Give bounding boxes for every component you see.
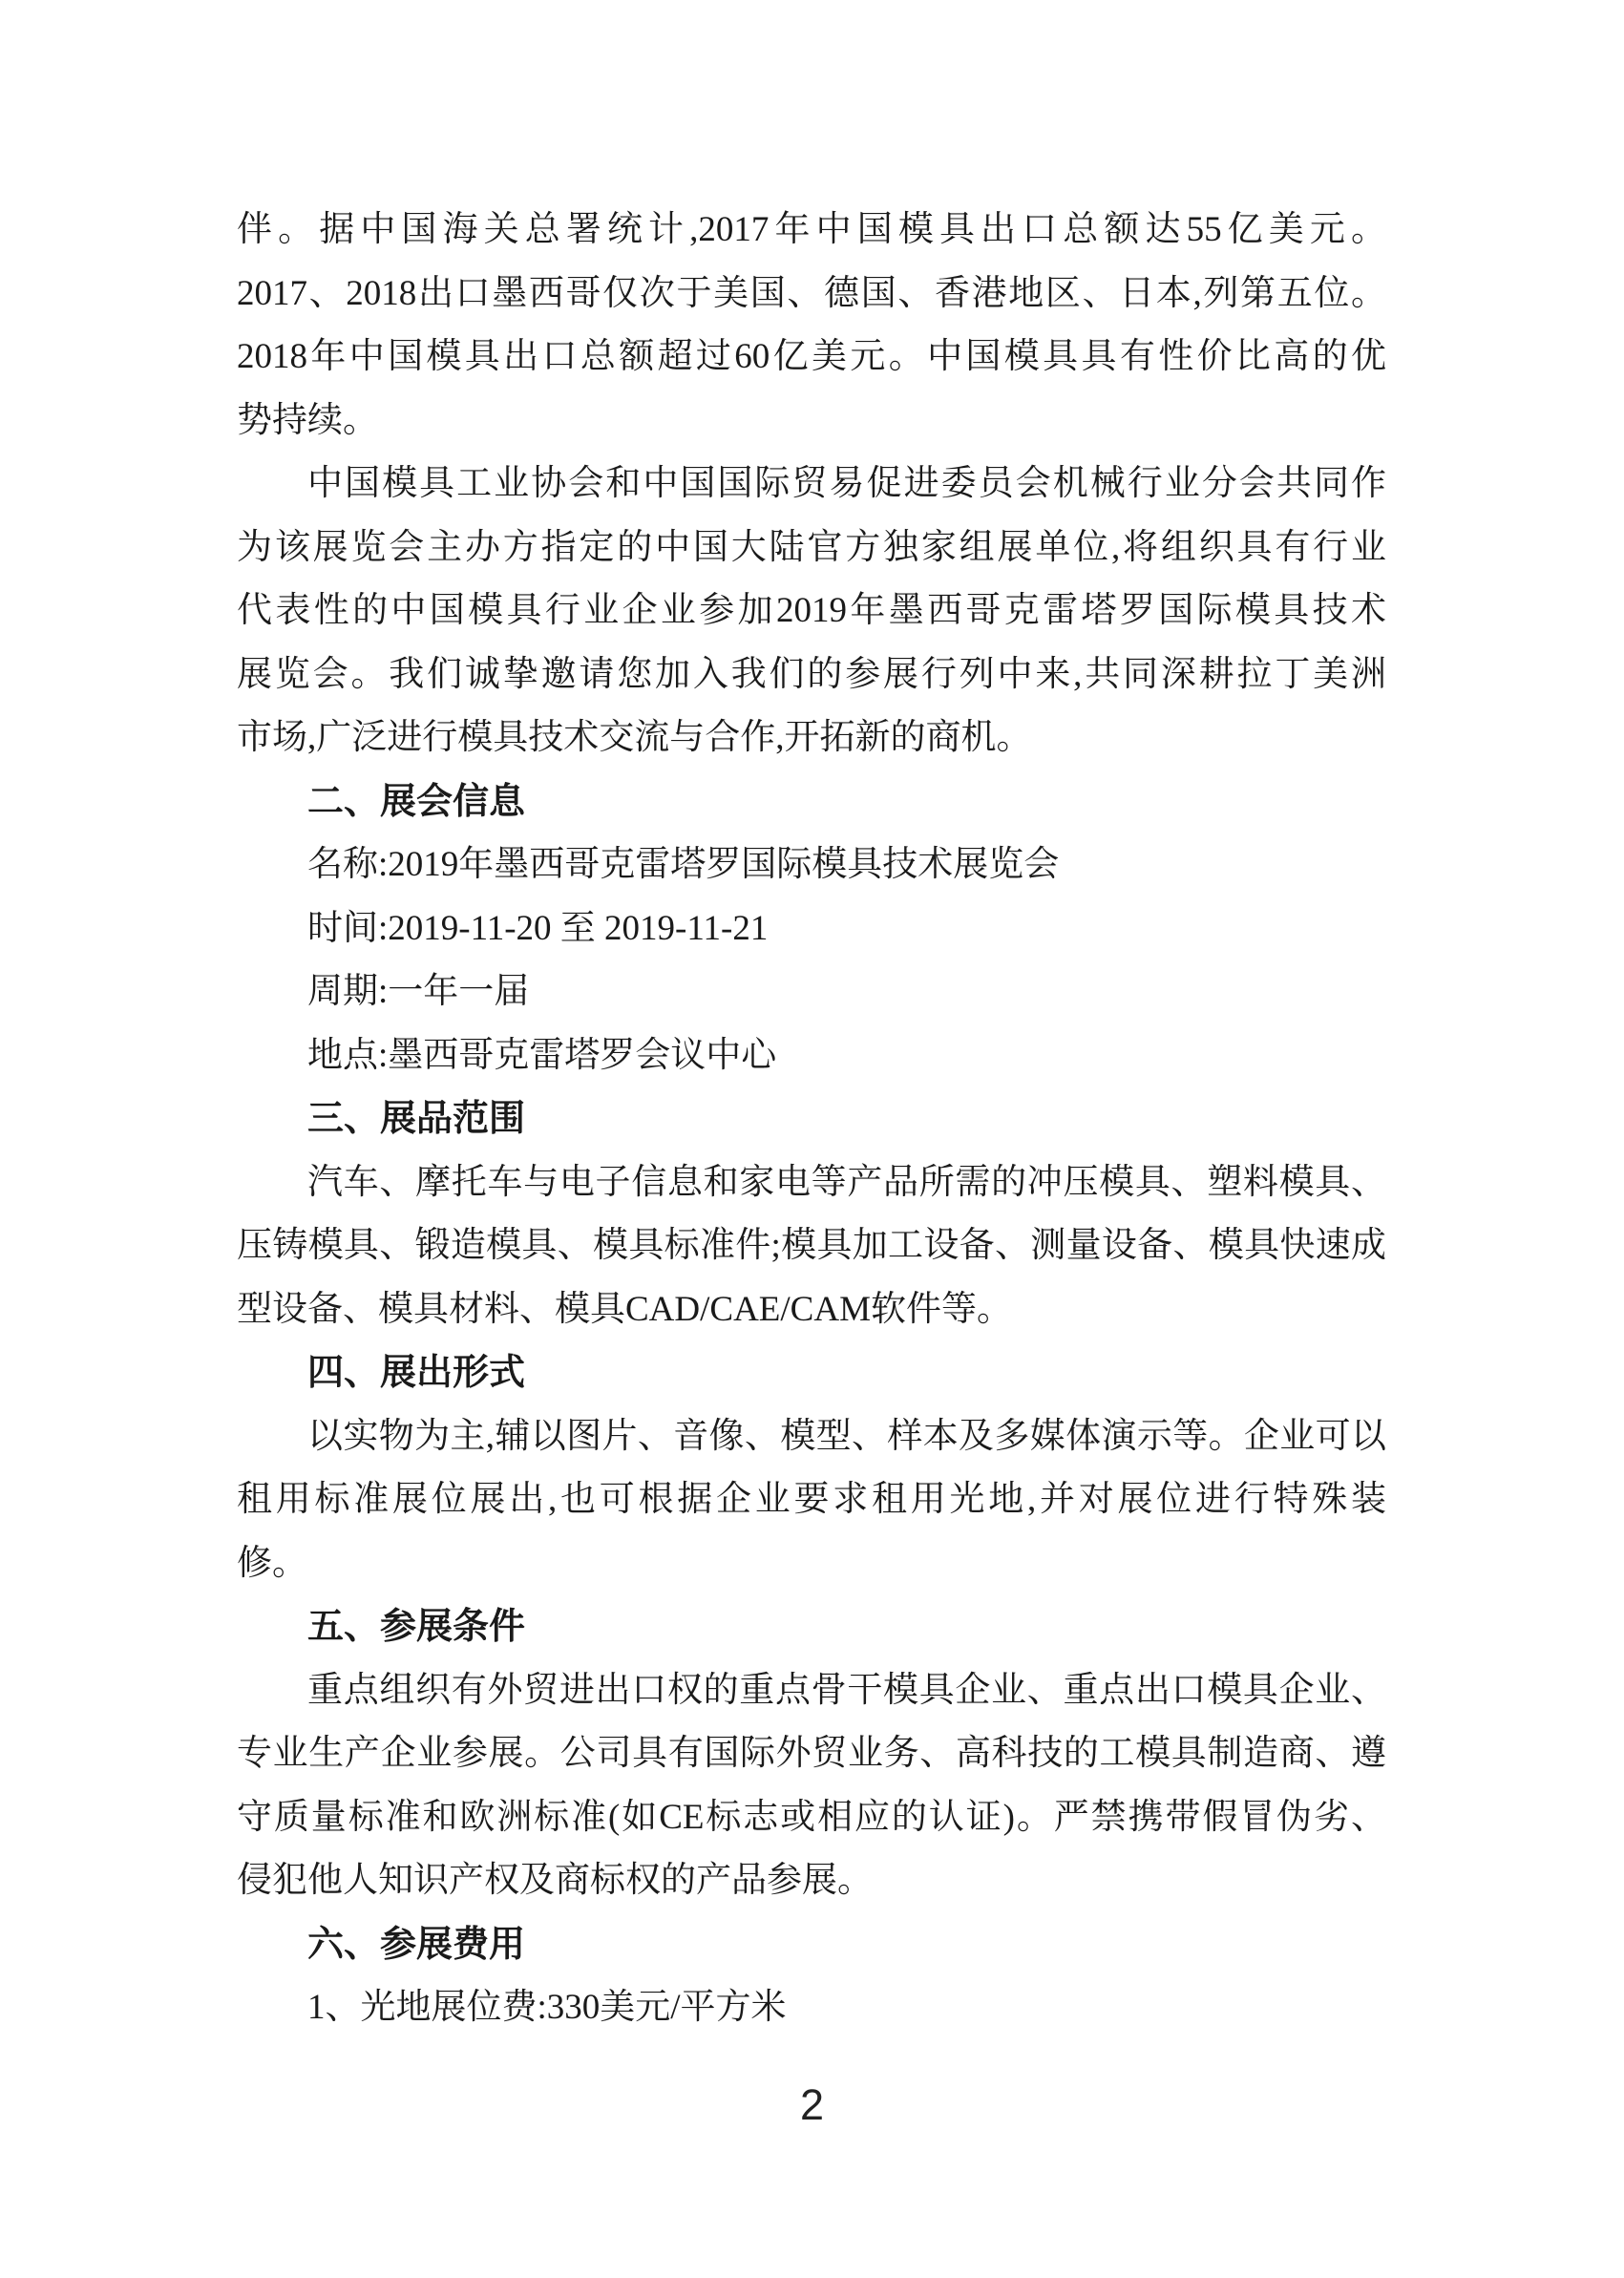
text-line: 修。 bbox=[237, 1543, 307, 1583]
text-line: 以实物为主,辅以图片、音像、模型、样本及多媒体演示等。企业可以 bbox=[307, 1416, 1386, 1456]
text-line: 伴。据中国海关总署统计,2017年中国模具出口总额达55亿美元。 bbox=[237, 210, 1386, 249]
text-line: 专业生产企业参展。公司具有国际外贸业务、高科技的工模具制造商、遵 bbox=[237, 1734, 1386, 1773]
text-line: 压铸模具、锻造模具、模具标准件;模具加工设备、测量设备、模具快速成 bbox=[237, 1226, 1386, 1265]
page-body bbox=[237, 199, 1386, 2040]
text-line: 地点:墨西哥克雷塔罗会议中心 bbox=[307, 1035, 777, 1075]
text-line: 租用标准展位展出,也可根据企业要求租用光地,并对展位进行特殊装 bbox=[237, 1480, 1386, 1519]
section-heading: 五、参展条件 bbox=[307, 1607, 526, 1647]
text-line: 守质量标准和欧洲标准(如CE标志或相应的认证)。严禁携带假冒伪劣、 bbox=[237, 1797, 1386, 1837]
text-line: 名称:2019年墨西哥克雷塔罗国际模具技术展览会 bbox=[307, 845, 1060, 884]
text-line: 型设备、模具材料、模具CAD/CAE/CAM软件等。 bbox=[237, 1289, 1012, 1329]
text-line: 周期:一年一届 bbox=[307, 972, 530, 1011]
text-line: 2017、2018出口墨西哥仅次于美国、德国、香港地区、日本,列第五位。 bbox=[237, 273, 1386, 313]
text-line: 为该展览会主办方指定的中国大陆官方独家组展单位,将组织具有行业 bbox=[237, 527, 1386, 567]
text-line: 势持续。 bbox=[237, 400, 378, 440]
text-line: 侵犯他人知识产权及商标权的产品参展。 bbox=[237, 1861, 873, 1900]
section-heading: 四、展出形式 bbox=[307, 1353, 526, 1393]
text-line: 时间:2019-11-20 至 2019-11-21 bbox=[307, 908, 769, 948]
section-heading: 六、参展费用 bbox=[307, 1924, 526, 1965]
text-line: 展览会。我们诚挚邀请您加入我们的参展行列中来,共同深耕拉丁美洲 bbox=[237, 654, 1386, 694]
text-line: 1、光地展位费:330美元/平方米 bbox=[307, 1988, 787, 2027]
section-heading: 三、展品范围 bbox=[307, 1099, 526, 1139]
text-line: 重点组织有外贸进出口权的重点骨干模具企业、重点出口模具企业、 bbox=[307, 1670, 1386, 1710]
text-line: 代表性的中国模具行业企业参加2019年墨西哥克雷塔罗国际模具技术 bbox=[237, 591, 1386, 630]
section-heading: 二、展会信息 bbox=[307, 781, 526, 822]
text-line: 2018年中国模具出口总额超过60亿美元。中国模具具有性价比高的优 bbox=[237, 337, 1386, 376]
text-line: 市场,广泛进行模具技术交流与合作,开拓新的商机。 bbox=[237, 718, 1032, 757]
text-line: 中国模具工业协会和中国国际贸易促进委员会机械行业分会共同作 bbox=[307, 464, 1386, 503]
text-line: 汽车、摩托车与电子信息和家电等产品所需的冲压模具、塑料模具、 bbox=[307, 1162, 1386, 1202]
page-number: 2 bbox=[799, 2080, 825, 2129]
